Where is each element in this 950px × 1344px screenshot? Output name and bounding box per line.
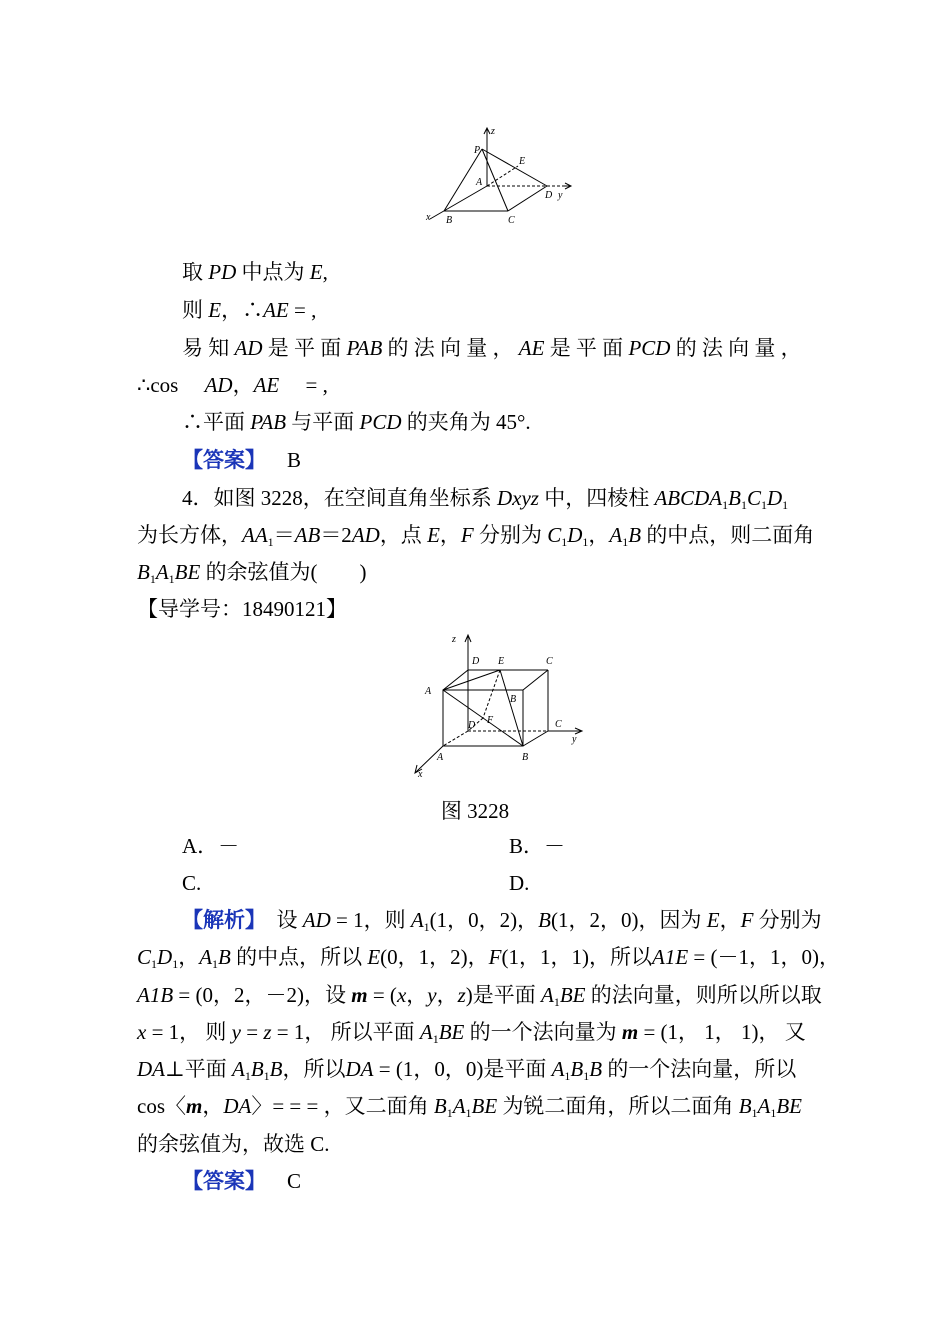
answer-tag: 【答案】 xyxy=(182,448,266,472)
answer-line xyxy=(182,447,301,473)
svg-text:E: E xyxy=(498,656,505,667)
svg-text:A: A xyxy=(476,177,483,188)
svg-text:C: C xyxy=(508,215,515,226)
svg-text:x: x xyxy=(418,769,423,780)
answer-value: C xyxy=(287,1169,302,1193)
edge-CD xyxy=(508,186,547,211)
text-line: 易 知 AD 是 平 面 PAB 的 法 向 量 ， AE 是 平 面 PCD 的 法 向 量 ， xyxy=(182,336,802,360)
svg-text:C: C xyxy=(546,656,553,667)
answer-tag: 【答案】 xyxy=(182,1169,266,1193)
solution-line: DA⊥平面 $A_1B_1B$，所以DA = (1，0，0)是平面 $A_1B_1B$ 的一个法向量，所以 xyxy=(137,1057,797,1083)
figure-box xyxy=(408,628,588,780)
solution-line: 的余弦值为，故选 C. xyxy=(137,1132,330,1156)
figure-pyramid xyxy=(418,122,578,230)
x-axis xyxy=(430,186,487,219)
svg-text:D: D xyxy=(468,720,476,731)
guide-number: 【导学号：18490121】 xyxy=(137,597,347,621)
svg-text:B: B xyxy=(510,694,517,705)
option-c: C. xyxy=(182,871,202,895)
text-line: ∴cos AD，AE = , xyxy=(137,373,328,397)
svg-text:A: A xyxy=(425,686,432,697)
svg-text:D: D xyxy=(472,656,480,667)
figure-caption: 图 3228 xyxy=(440,799,510,823)
svg-text:z: z xyxy=(491,126,495,137)
text-line: ∴平面 PAB 与平面 PCD 的夹角为 45°. xyxy=(182,410,531,434)
svg-text:P: P xyxy=(474,145,481,156)
svg-text:z: z xyxy=(452,634,456,645)
text-line: 则 E，∴AE = , xyxy=(182,298,317,322)
answer-value: B xyxy=(287,448,302,472)
svg-text:F: F xyxy=(487,715,494,726)
answer-line xyxy=(182,1168,301,1194)
solution-line: x = 1， 则 y = z = 1， 所以平面 $A_1BE$ 的一个法向量为 m = (1， 1， 1)， 又 xyxy=(137,1020,806,1046)
svg-text:B: B xyxy=(522,752,529,763)
svg-text:y: y xyxy=(572,734,577,745)
question-line: 4．如图 3228，在空间直角坐标系 Dxyz 中，四棱柱 $ABCDA_1B_1C_1D_1$ xyxy=(182,486,789,512)
option-d: D. xyxy=(509,871,530,895)
solution-line: cos〈m，DA〉= = = ，又二面角 $B_1A_1BE$ 为锐二面角，所以二面角 $B_1A_1BE$ xyxy=(137,1094,802,1120)
text-line: 取 PD 中点为 E, xyxy=(182,260,328,284)
solution-tag: 【解析】 xyxy=(182,908,256,932)
option-a: A．－ xyxy=(182,834,240,858)
solution-line: $C_1D_1$，$A_1B$ 的中点，所以 E(0，1，2)，F(1，1，1)，所以A1E = (－1，1，0)， xyxy=(137,945,840,971)
svg-text:x: x xyxy=(426,212,431,223)
question-line: 为长方体，$AA_1=AB=2AD$，点 E，F 分别为 $C_1D_1$，$A_1B$ 的中点，则二面角 xyxy=(137,523,815,549)
svg-text:C: C xyxy=(555,719,562,730)
svg-text:y: y xyxy=(558,190,563,201)
svg-text:E: E xyxy=(519,156,526,167)
solution-line: 【解析】 设 AD = 1，则 $A_1(1$，0，2)，B(1，2，0)，因为 E，F 分别为 xyxy=(182,908,822,934)
solution-line: A1B = (0，2，－2)，设 m = (x，y，z)是平面 $A_1BE$ 的法向量，则所以所以取 xyxy=(137,983,822,1009)
svg-text:B: B xyxy=(446,215,453,226)
question-line: $B_1A_1BE$ 的余弦值为( ) xyxy=(137,560,367,586)
option-b: B．－ xyxy=(509,834,566,858)
svg-text:D: D xyxy=(545,190,553,201)
svg-text:A: A xyxy=(437,752,444,763)
